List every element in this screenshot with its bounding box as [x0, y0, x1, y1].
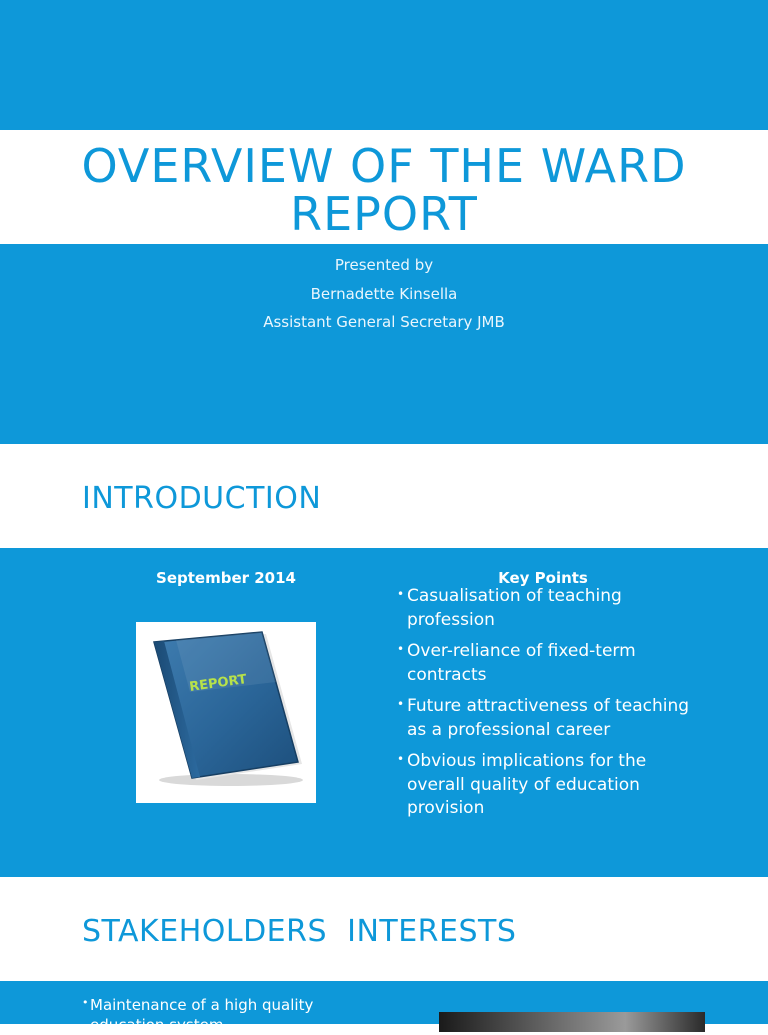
list-item [397, 695, 697, 742]
list-item [397, 585, 697, 632]
report-date: September 2014 [156, 569, 296, 587]
report-book-icon [136, 622, 316, 803]
slide-title: OVERVIEW OF THE WARD REPORT [81, 139, 687, 241]
bullet-icon: • [397, 587, 405, 601]
bullet-icon: • [397, 697, 405, 711]
bullet-icon: • [397, 642, 405, 656]
list-item [397, 640, 697, 687]
key-point-text: Casualisation of teaching profession [407, 586, 622, 630]
key-point-text: Over-reliance of fixed-term contracts [407, 641, 636, 685]
key-point-text: Obvious implications for the overall quality of education provision [407, 751, 647, 818]
key-points-title: Key Points [498, 569, 588, 587]
key-point-text: Future attractiveness of teaching as a professional career [407, 696, 690, 740]
introduction-heading: INTRODUCTION [82, 481, 322, 516]
report-cover-label: REPORT [188, 672, 248, 695]
title-slide-bottom-band [0, 244, 768, 444]
list-item [82, 995, 362, 1035]
bullet-icon: • [397, 752, 405, 766]
presented-by-label: Presented by [334, 256, 434, 274]
key-points-list [397, 585, 697, 829]
stakeholder-item-text: Maintenance of a high quality education system [90, 996, 314, 1034]
title-slide-top-band [0, 0, 768, 130]
stakeholders-photo [439, 1012, 705, 1032]
stakeholders-list [82, 995, 362, 1035]
stakeholders-heading: STAKEHOLDERS INTERESTS [82, 914, 517, 949]
presenter-name: Bernadette Kinsella [310, 285, 458, 303]
list-item [397, 750, 697, 821]
bullet-icon: • [82, 996, 89, 1009]
presenter-role: Assistant General Secretary JMB [263, 313, 505, 331]
report-book-image [136, 622, 316, 803]
